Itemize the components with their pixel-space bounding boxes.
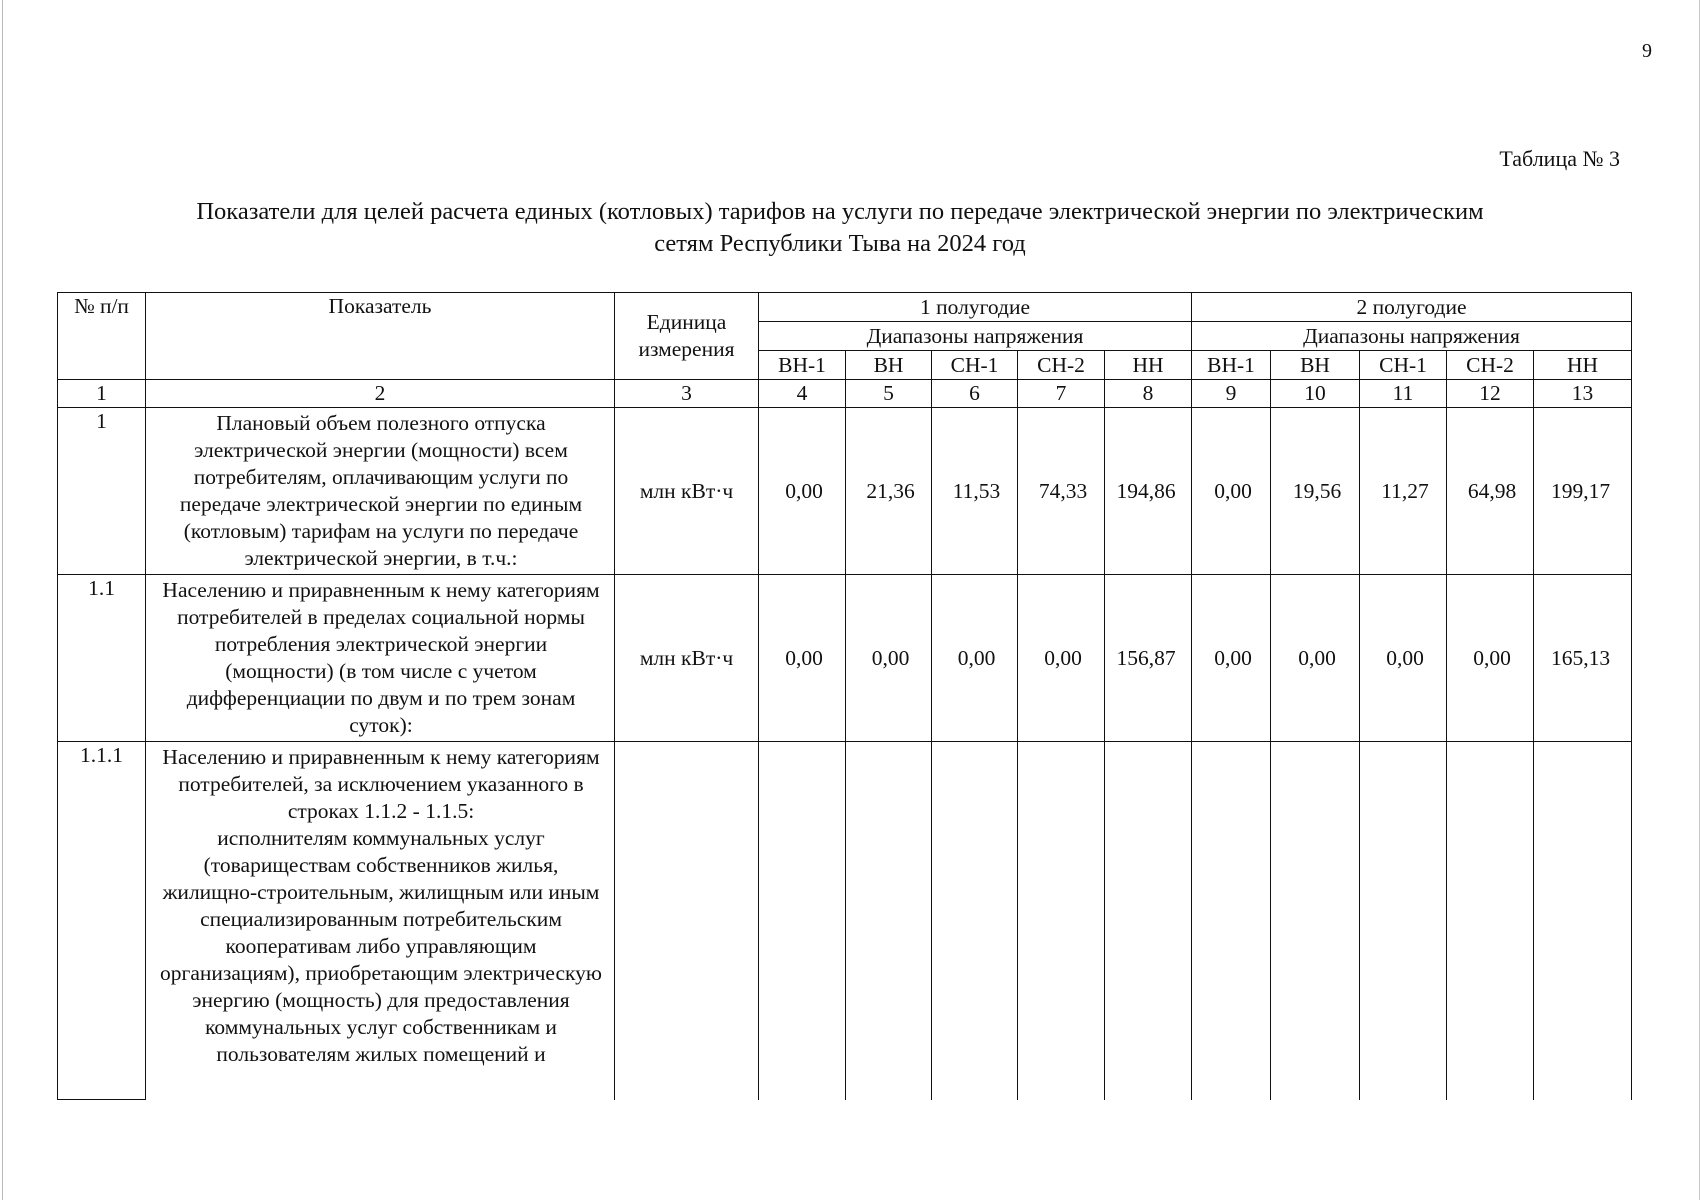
page-number: 9 (1642, 40, 1652, 62)
row-value (759, 742, 846, 1100)
document-title-line-2: сетям Республики Тыва на 2024 год (654, 230, 1026, 257)
header-col-no: № п/п (58, 293, 146, 380)
column-number: 6 (932, 380, 1018, 408)
row-value: 11,53 (932, 408, 1018, 575)
row-value: 0,00 (1192, 575, 1271, 742)
row-value: 0,00 (932, 575, 1018, 742)
row-value: 0,00 (1271, 575, 1360, 742)
row-value: 64,98 (1447, 408, 1534, 575)
header-level-sn1: СН-1 (932, 351, 1018, 380)
row-number: 1.1.1 (58, 742, 146, 1100)
column-number: 1 (58, 380, 146, 408)
row-value: 0,00 (1192, 408, 1271, 575)
column-number: 8 (1105, 380, 1192, 408)
row-value: 11,27 (1360, 408, 1447, 575)
table-label: Таблица № 3 (1499, 146, 1620, 171)
indicators-table (57, 292, 1632, 1100)
document-title (60, 196, 1620, 260)
row-number: 1 (58, 408, 146, 575)
header-level-sn2: СН-2 (1447, 351, 1534, 380)
header-level-nn: НН (1534, 351, 1632, 380)
row-value: 21,36 (846, 408, 932, 575)
row-value: 165,13 (1534, 575, 1632, 742)
table-row (58, 408, 1632, 575)
header-half-2: 2 полугодие (1192, 293, 1632, 322)
header-level-vn: ВН (846, 351, 932, 380)
scan-edge-left (2, 0, 3, 1200)
header-half-1: 1 полугодие (759, 293, 1192, 322)
header-col-indicator: Показатель (146, 293, 615, 380)
row-value: 19,56 (1271, 408, 1360, 575)
row-value: 156,87 (1105, 575, 1192, 742)
document-title-line-1: Показатели для целей расчета единых (котловых) тарифов на услуги по передаче электрической энергии по электрическим (196, 198, 1484, 225)
table-row (58, 575, 1632, 742)
row-value (1105, 742, 1192, 1100)
header-voltage-ranges-1: Диапазоны напряжения (759, 322, 1192, 351)
row-value (1271, 742, 1360, 1100)
row-value: 0,00 (1360, 575, 1447, 742)
header-level-vn1: ВН-1 (759, 351, 846, 380)
header-level-vn: ВН (1271, 351, 1360, 380)
header-row-1 (58, 293, 1632, 322)
row-value (1360, 742, 1447, 1100)
row-indicator: Населению и приравненным к нему категориям потребителей в пределах социальной нормы потребления электрической энергии (мощности) (в том числе с учетом дифференциации по двум и по трем зонам суток): (146, 575, 615, 742)
column-number: 10 (1271, 380, 1360, 408)
row-value (846, 742, 932, 1100)
column-number: 4 (759, 380, 846, 408)
column-number: 3 (615, 380, 759, 408)
row-value: 0,00 (759, 408, 846, 575)
table-row (58, 742, 1632, 1100)
column-number: 2 (146, 380, 615, 408)
row-indicator (146, 742, 615, 1100)
row-value: 0,00 (1018, 575, 1105, 742)
header-voltage-ranges-2: Диапазоны напряжения (1192, 322, 1632, 351)
row-indicator-paragraph-1: Населению и приравненным к нему категориям потребителей, за исключением указанного в строках 1.1.2 - 1.1.5: (162, 745, 600, 823)
header-level-sn1: СН-1 (1360, 351, 1447, 380)
row-unit: млн кВт·ч (615, 575, 759, 742)
column-number: 12 (1447, 380, 1534, 408)
row-value (1534, 742, 1632, 1100)
column-number: 13 (1534, 380, 1632, 408)
row-value (1447, 742, 1534, 1100)
column-number: 5 (846, 380, 932, 408)
row-value: 199,17 (1534, 408, 1632, 575)
header-level-nn: НН (1105, 351, 1192, 380)
row-unit (615, 742, 759, 1100)
row-number: 1.1 (58, 575, 146, 742)
row-value (932, 742, 1018, 1100)
row-value: 194,86 (1105, 408, 1192, 575)
column-number: 9 (1192, 380, 1271, 408)
scan-edge-right (1699, 0, 1700, 1200)
column-number: 7 (1018, 380, 1105, 408)
row-unit: млн кВт·ч (615, 408, 759, 575)
row-value: 0,00 (759, 575, 846, 742)
row-value (1192, 742, 1271, 1100)
column-numbers-row (58, 380, 1632, 408)
header-level-vn1: ВН-1 (1192, 351, 1271, 380)
row-value: 74,33 (1018, 408, 1105, 575)
row-value (1018, 742, 1105, 1100)
row-value: 0,00 (1447, 575, 1534, 742)
header-level-sn2: СН-2 (1018, 351, 1105, 380)
header-col-unit: Единица измерения (615, 293, 759, 380)
column-number: 11 (1360, 380, 1447, 408)
row-value: 0,00 (846, 575, 932, 742)
row-indicator-paragraph-2: исполнителям коммунальных услуг (товариществам собственников жилья, жилищно-строительным, жилищным или иным специализированным потребительским кооперативам либо управляющим организациям), приобретающим электрическую энергию (мощность) для предоставления коммунальных услуг собственникам и пользователям жилых помещений и (160, 826, 602, 1066)
row-indicator: Плановый объем полезного отпуска электрической энергии (мощности) всем потребителям, оплачивающим услуги по передаче электрической энергии по единым (котловым) тарифам на услуги по передаче электрической энергии, в т.ч.: (146, 408, 615, 575)
